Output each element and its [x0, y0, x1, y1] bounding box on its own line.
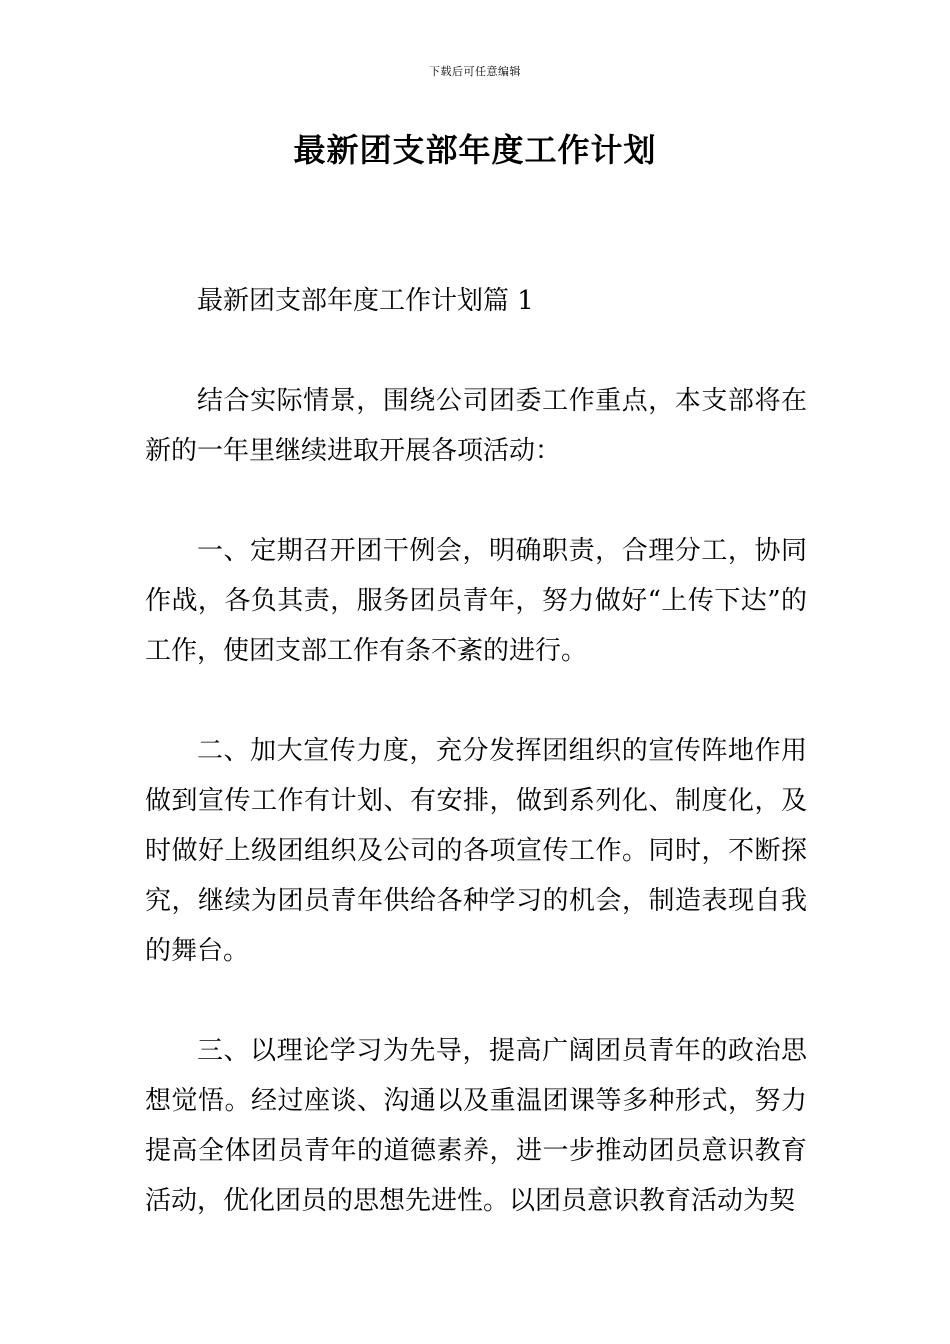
paragraph-item-2: 二、加大宣传力度，充分发挥团组织的宣传阵地作用做到宣传工作有计划、有安排，做到系列化、制度化，及时做好上级团组织及公司的各项宣传工作。同时，不断探究，继续为团员青年供给各种学习的机会，制造表现自我的舞台。	[145, 736, 807, 966]
paragraph-intro: 结合实际情景，围绕公司团委工作重点，本支部将在新的一年里继续进取开展各项活动：	[145, 386, 807, 466]
document-title: 最新团支部年度工作计划	[293, 131, 657, 169]
paragraph-item-3: 三、以理论学习为先导，提高广阔团员青年的政治思想觉悟。经过座谈、沟通以及重温团课等多种形式，努力提高全体团员青年的道德素养，进一步推动团员意识教育活动，优化团员的思想先进性。以团员意识教育活动为契	[145, 1036, 807, 1216]
section-subtitle: 最新团支部年度工作计划篇 1	[197, 286, 534, 316]
document-body	[145, 276, 807, 1276]
paragraph-item-1: 一、定期召开团干例会，明确职责，合理分工，协同作战，各负其责，服务团员青年，努力做好“上传下达”的工作，使团支部工作有条不紊的进行。	[145, 536, 807, 666]
header-note: 下载后可任意编辑	[429, 65, 521, 78]
